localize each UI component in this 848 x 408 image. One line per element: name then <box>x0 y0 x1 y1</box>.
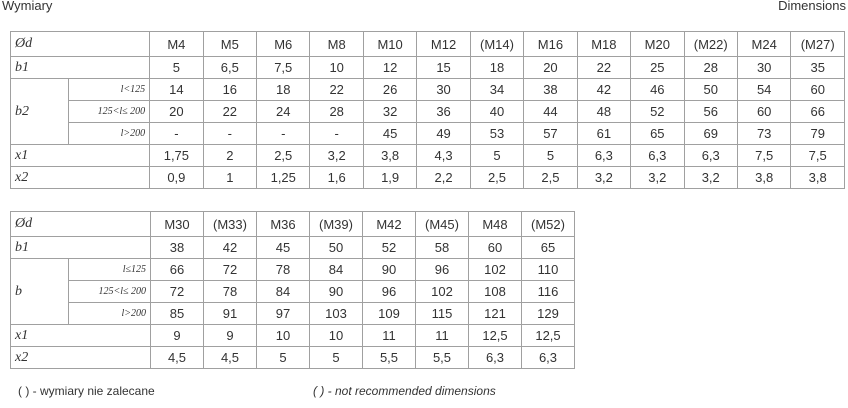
value-cell: 5 <box>310 347 363 369</box>
value-cell: 4,5 <box>151 347 204 369</box>
row-label-b1: b1 <box>11 237 151 259</box>
size-header-cell: (M39) <box>310 212 363 237</box>
value-cell: 22 <box>577 57 630 79</box>
value-cell: 1,25 <box>257 167 310 189</box>
size-header-cell: (M45) <box>416 212 469 237</box>
value-cell: 44 <box>524 101 577 123</box>
value-cell: 30 <box>737 57 790 79</box>
size-header-cell: M18 <box>577 32 630 57</box>
value-cell: 52 <box>631 101 684 123</box>
size-header-cell: M16 <box>524 32 577 57</box>
value-cell: 102 <box>416 281 469 303</box>
size-header-cell: M20 <box>631 32 684 57</box>
table-row <box>11 325 575 347</box>
value-cell: 102 <box>469 259 522 281</box>
row-label-x1: x1 <box>11 325 151 347</box>
length-range-label: 125<l≤ 200 <box>69 281 151 303</box>
size-header-cell: M12 <box>417 32 470 57</box>
value-cell: 121 <box>469 303 522 325</box>
value-cell: 22 <box>203 101 256 123</box>
value-cell: 20 <box>524 57 577 79</box>
value-cell: 115 <box>416 303 469 325</box>
value-cell: 5 <box>524 145 577 167</box>
table-row <box>11 259 575 281</box>
value-cell: 50 <box>310 237 363 259</box>
value-cell: 97 <box>257 303 310 325</box>
value-cell: 6,3 <box>577 145 630 167</box>
value-cell: 5,5 <box>416 347 469 369</box>
value-cell: 5,5 <box>363 347 416 369</box>
value-cell: 58 <box>416 237 469 259</box>
size-header-cell: M8 <box>310 32 363 57</box>
value-cell: 60 <box>737 101 790 123</box>
length-range-label: l≤125 <box>69 259 151 281</box>
row-label-x1: x1 <box>11 145 150 167</box>
size-header-cell: (M33) <box>204 212 257 237</box>
value-cell: 25 <box>631 57 684 79</box>
value-cell: 6,3 <box>469 347 522 369</box>
value-cell: 53 <box>470 123 523 145</box>
dimensions-table-2 <box>10 211 575 369</box>
value-cell: - <box>203 123 256 145</box>
value-cell: 61 <box>577 123 630 145</box>
length-range-label: l<125 <box>69 79 150 101</box>
value-cell: 7,5 <box>791 145 845 167</box>
row-label-diameter: Ød <box>11 32 150 57</box>
length-range-label: 125<l≤ 200 <box>69 101 150 123</box>
value-cell: 65 <box>631 123 684 145</box>
value-cell: - <box>310 123 363 145</box>
value-cell: 49 <box>417 123 470 145</box>
value-cell: 109 <box>363 303 416 325</box>
value-cell: 3,2 <box>631 167 684 189</box>
value-cell: 2 <box>203 145 256 167</box>
value-cell: 28 <box>310 101 363 123</box>
value-cell: 12 <box>363 57 416 79</box>
value-cell: 7,5 <box>257 57 310 79</box>
table-row <box>11 347 575 369</box>
value-cell: 1,9 <box>363 167 416 189</box>
value-cell: 32 <box>363 101 416 123</box>
value-cell: 35 <box>791 57 845 79</box>
value-cell: 2,5 <box>524 167 577 189</box>
row-label-b: b <box>11 259 69 325</box>
row-label-x2: x2 <box>11 347 151 369</box>
value-cell: 0,9 <box>150 167 203 189</box>
value-cell: 6,3 <box>522 347 575 369</box>
value-cell: 1,6 <box>310 167 363 189</box>
size-header-cell: (M14) <box>470 32 523 57</box>
size-header-cell: M24 <box>737 32 790 57</box>
size-header-cell: M4 <box>150 32 203 57</box>
size-header-cell: M5 <box>203 32 256 57</box>
value-cell: 30 <box>417 79 470 101</box>
table-row <box>11 281 575 303</box>
value-cell: 65 <box>522 237 575 259</box>
value-cell: 2,5 <box>257 145 310 167</box>
value-cell: 48 <box>577 101 630 123</box>
value-cell: 20 <box>150 101 203 123</box>
value-cell: 108 <box>469 281 522 303</box>
value-cell: 45 <box>363 123 416 145</box>
value-cell: 5 <box>150 57 203 79</box>
value-cell: 56 <box>684 101 737 123</box>
value-cell: 24 <box>257 101 310 123</box>
value-cell: 3,2 <box>577 167 630 189</box>
value-cell: 2,2 <box>417 167 470 189</box>
value-cell: 91 <box>204 303 257 325</box>
value-cell: 42 <box>577 79 630 101</box>
value-cell: 6,3 <box>684 145 737 167</box>
value-cell: 26 <box>363 79 416 101</box>
value-cell: 1 <box>203 167 256 189</box>
value-cell: 34 <box>470 79 523 101</box>
value-cell: 90 <box>310 281 363 303</box>
size-header-cell: (M22) <box>684 32 737 57</box>
value-cell: 12,5 <box>522 325 575 347</box>
value-cell: 22 <box>310 79 363 101</box>
row-label-b1: b1 <box>11 57 150 79</box>
value-cell: 84 <box>257 281 310 303</box>
note-not-recommended-en: ( ) - not recommended dimensions <box>313 384 496 398</box>
value-cell: 18 <box>470 57 523 79</box>
row-label-x2: x2 <box>11 167 150 189</box>
value-cell: 54 <box>737 79 790 101</box>
size-header-cell: M30 <box>151 212 204 237</box>
size-header-row <box>11 212 575 237</box>
size-header-cell: (M27) <box>791 32 845 57</box>
value-cell: - <box>150 123 203 145</box>
size-header-row <box>11 32 845 57</box>
value-cell: 5 <box>470 145 523 167</box>
value-cell: 18 <box>257 79 310 101</box>
length-range-label: l>200 <box>69 303 151 325</box>
note-not-recommended-pl: ( ) - wymiary nie zalecane <box>18 384 155 398</box>
table-row <box>11 101 845 123</box>
table-row <box>11 79 845 101</box>
value-cell: 50 <box>684 79 737 101</box>
value-cell: 84 <box>310 259 363 281</box>
value-cell: 40 <box>470 101 523 123</box>
value-cell: 3,2 <box>684 167 737 189</box>
value-cell: 38 <box>524 79 577 101</box>
value-cell: 85 <box>151 303 204 325</box>
value-cell: 6,5 <box>203 57 256 79</box>
value-cell: 11 <box>416 325 469 347</box>
size-header-cell: M36 <box>257 212 310 237</box>
value-cell: 79 <box>791 123 845 145</box>
value-cell: 103 <box>310 303 363 325</box>
value-cell: 42 <box>204 237 257 259</box>
header-title-en: Dimensions <box>778 0 846 13</box>
value-cell: 1,75 <box>150 145 203 167</box>
value-cell: 96 <box>363 281 416 303</box>
length-range-label: l>200 <box>69 123 150 145</box>
value-cell: 6,3 <box>631 145 684 167</box>
dimensions-table-1 <box>10 31 845 189</box>
value-cell: 3,8 <box>737 167 790 189</box>
value-cell: 52 <box>363 237 416 259</box>
value-cell: 129 <box>522 303 575 325</box>
table-row <box>11 145 845 167</box>
value-cell: 28 <box>684 57 737 79</box>
value-cell: 96 <box>416 259 469 281</box>
value-cell: 110 <box>522 259 575 281</box>
value-cell: 15 <box>417 57 470 79</box>
value-cell: 36 <box>417 101 470 123</box>
value-cell: 7,5 <box>737 145 790 167</box>
table-row <box>11 303 575 325</box>
header-title-pl: Wymiary <box>2 0 53 13</box>
value-cell: 60 <box>469 237 522 259</box>
value-cell: 60 <box>791 79 845 101</box>
value-cell: 5 <box>257 347 310 369</box>
value-cell: 10 <box>257 325 310 347</box>
value-cell: 116 <box>522 281 575 303</box>
value-cell: 46 <box>631 79 684 101</box>
row-label-b2: b2 <box>11 79 69 145</box>
value-cell: 9 <box>204 325 257 347</box>
value-cell: 4,5 <box>204 347 257 369</box>
value-cell: 69 <box>684 123 737 145</box>
value-cell: 78 <box>204 281 257 303</box>
value-cell: 11 <box>363 325 416 347</box>
value-cell: 72 <box>204 259 257 281</box>
row-label-diameter: Ød <box>11 212 151 237</box>
value-cell: 10 <box>310 57 363 79</box>
value-cell: 66 <box>791 101 845 123</box>
value-cell: 14 <box>150 79 203 101</box>
value-cell: 90 <box>363 259 416 281</box>
value-cell: 9 <box>151 325 204 347</box>
value-cell: 12,5 <box>469 325 522 347</box>
value-cell: 2,5 <box>470 167 523 189</box>
value-cell: 45 <box>257 237 310 259</box>
size-header-cell: M10 <box>363 32 416 57</box>
size-header-cell: M6 <box>257 32 310 57</box>
value-cell: 73 <box>737 123 790 145</box>
value-cell: 3,8 <box>363 145 416 167</box>
size-header-cell: M42 <box>363 212 416 237</box>
value-cell: - <box>257 123 310 145</box>
value-cell: 57 <box>524 123 577 145</box>
value-cell: 3,2 <box>310 145 363 167</box>
value-cell: 38 <box>151 237 204 259</box>
value-cell: 78 <box>257 259 310 281</box>
size-header-cell: (M52) <box>522 212 575 237</box>
value-cell: 16 <box>203 79 256 101</box>
size-header-cell: M48 <box>469 212 522 237</box>
table-row <box>11 167 845 189</box>
table-row <box>11 57 845 79</box>
table-row <box>11 123 845 145</box>
value-cell: 10 <box>310 325 363 347</box>
value-cell: 72 <box>151 281 204 303</box>
value-cell: 3,8 <box>791 167 845 189</box>
table-row <box>11 237 575 259</box>
value-cell: 66 <box>151 259 204 281</box>
value-cell: 4,3 <box>417 145 470 167</box>
